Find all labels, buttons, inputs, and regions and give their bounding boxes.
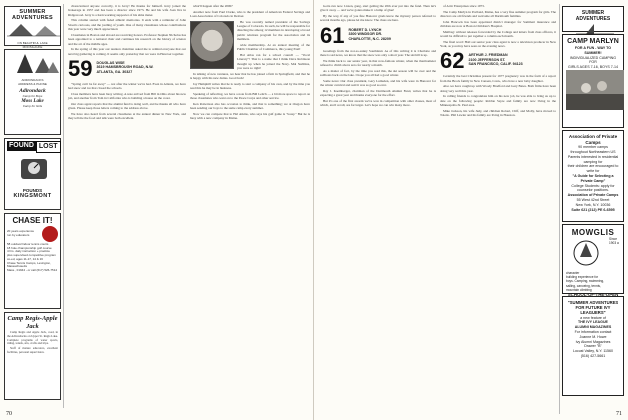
pounds-label: POUNDS [22,188,43,193]
chase-sub2: run by educators [7,233,30,237]
adirondack-address-2: ADDRESS & PHONE [18,81,47,86]
classmate-portrait-image [190,21,234,69]
alumni-line-3: ALUMNI MAGAZINES [574,325,612,330]
chase-logo-icon [42,226,58,242]
left-text-column-1 [68,4,186,410]
right-page [314,0,628,420]
class-address [96,59,153,74]
chase-sub: 20 years experience [7,229,35,234]
right-column-2-text-b: Certainly the best Christmas present for 1977 pregnancy was in the form of a report from the Brock family in New Canaan, Conn., who have a new baby daughter. Also we have caught up with Woody Bradford and Gary Bates. Both firms have been doing very well this year. In calling friends to congratulate him on his new job, he was able to bring us up to date on the following people: Robbie Sayre and family are now living in the Minneapolis-St. Paul area. Mike Jackson, his wife Judy, and children Robert, Cliff, and Molly, have moved to Toledo. Phil Lawler and his family are living in Houston. [440,74,556,118]
adirondack-camp-ad[interactable] [4,49,61,135]
scale-icon [7,153,61,183]
chase-footer: Mass., 01944 - or call (617) 526-7514 [7,267,58,272]
mowglis-title: MOWGLIS [571,228,615,237]
association-private-camps-ad[interactable] [562,130,624,222]
left-column-1-text-2: "Spring can't be far away" — not after the winter we've had. Even in Atlanta, we have had snow and ice that closed the schools. Class members have been busy writing. A note arrived from Bill in Ohio about his new job, and another from Tom in California who is building a house on the coast. Our class agent reports that the alumni fund is doing well, and he thanks all who have given. Please keep those letters coming to the address above. We have also heard from several classmates at the annual dinner in New York, and they tell me the food and talk were both excellent. [68,82,186,121]
mowglis-line-1: Since 1903 a character [566,237,619,275]
chase-line-4: plus supervised competitive program [7,253,56,258]
camp-marlyn-line-1: INDIVIDUALIZED CAMPING FOR [569,55,617,65]
right-text-column-2 [440,4,556,410]
kingsmont-ad[interactable] [4,138,61,210]
summer-adventures-line-1: ON BEAUTIFUL LAKE [17,41,48,45]
mowglis-line-5: mountain climbing [566,287,592,292]
chase-line-6: Chase Tennis Camps, Lexington, Massachusetts [7,260,51,269]
right-ad-column [559,4,626,414]
camp-marlyn-sub: FOR A FUN - WAY TO SUMMER! [574,46,612,55]
mowglis-line-2: building experience for [566,275,599,280]
mowglis-footer: SCHOOL-OF-THE-OPEN [567,292,619,298]
apc-title: Association of Private Camps [568,134,618,145]
camp-regis-title: Camp Regis-Apple Jack [7,315,58,330]
lost-label: LOST [36,141,61,153]
class-61-secretary-city: CHARLOTTE, N.C. 28209 [348,36,391,41]
class-62-secretary-street: 2100 JEFFERSON ST. [468,57,506,62]
camp-marlyn-line-2: GIRLS AGES 7-16, BOYS 7-14 [568,65,618,70]
chase-title: CHASE IT! [12,216,53,225]
chase-line-5: co-ed, ages 11-17, 14 & 16 [7,256,43,261]
left-text-column-2 [190,4,310,410]
apc-phone: (212) PE 6-6595 [588,207,615,212]
summer-adventures-right-ad[interactable] [562,6,624,32]
alumni-line-5: Joanne M. Howe [579,334,607,339]
class-number: 59 [68,56,93,82]
alumni-ad-title: "SUMMER ADVENTURES FOR FUTURE IVY LEAGUERS" [567,300,619,316]
tent-icon [7,21,61,37]
alumni-line-8: Locust Valley, N.Y. 11560 [572,349,614,354]
chase-line-3: 4 hrs. daily instruction + practice [7,249,50,254]
moss-lake-name: Moss Lake [21,99,44,105]
apc-footer-1: Association of Private Camps [567,193,619,198]
camp-regis-body: Camp Regis and Apple Jack, coed, in the Adirondacks on Upper St. Regis Lake. Complete programs of water sports, riding, tennis, arts, crafts and trips. Staff of mature educators, excellent facilities, personal supervision. [7,330,58,355]
right-page-number: 71 [616,411,622,417]
pine-tree-icon [7,52,61,74]
class-59-heading [68,56,186,82]
apc-line-4: their children are encouraged to write for [567,164,619,174]
sailboat-icon [566,23,624,35]
mowglis-ad[interactable] [562,224,624,298]
apc-line-6: College Students: apply for counselor positions. [571,183,615,193]
class-62-heading [440,48,556,74]
moss-lake-girls: Camp for Girls [22,104,43,109]
alumni-line-6: Ivy Alumni Magazines [575,339,611,344]
summer-adventures-right-title: SUMMER ADVENTURES [575,10,611,22]
class-62-address [468,51,522,66]
camp-photo-image [566,70,624,110]
class-61-number: 61 [320,22,345,48]
camp-marlyn-ad[interactable] [562,34,624,128]
left-column-1-text: characterized anyone correctly, it is Jerry! He thanks for himself. Jerry joined the brokerage in 1957 and has been a director since 1973. He and his wife Joan live in Ridgewood. Jerry is a hard-working supporter of his alma mater. This column started with faded athletic memories. It ends with a reminder of John Sloan's cartoons, and the jostling of youth. One of many classmates whose contributions this year were very much appreciated. Classmates in Boston and abroad are receiving honors. Professor Stephen Nicholas has been appointed to a national chair and continues his research on the history of science and the art of the middle ages. In the spring of this year our reunion chairman asked me to remind everyone that our next big gathering is coming. It seems only yesterday that we were in Hanover together. [68,4,186,56]
alumni-line-4: For information contact [574,330,612,334]
found-label: FOUND [9,142,34,149]
class-62-number: 62 [440,48,465,74]
left-page-number: 70 [6,411,12,417]
camp-marlyn-title: CAMP MARLYN [567,38,619,45]
right-column-2-text-a: of Artic Enterprises since 1973. The Camp Marlyn in Portland, Maine, has a very fine summer program for girls. The directors are old friends and welcome all Dartmouth families. John Hancock has been appointed district manager for Sammart insurance and children are now at Boston Children's Hospital. Mailbag: without releases forwarded by the College and letters from class officers, it would be difficult to put together a column each month. The final word: Hall our senior year class agent is now a television producer in New York, as you may have seen on the evening news. [440,4,556,48]
right-column-1-text-a: Gotta run now. Listen, gang, start getting the 20th ever put into the fund. Then let's give it away — and we're gonna make it a lump of glue! By the way, if any of you fine Hanover grads know the mystery person referred to several months ago, please let me know. The clues are here. [320,4,436,23]
ivy-alumni-magazines-ad[interactable] [562,296,624,396]
class-61-secretary-name: ROBERT D. LYNCH [348,27,382,32]
chase-tennis-ad[interactable] [4,213,61,309]
alumni-line-1: a new feature of [580,315,606,320]
class-secretary-city: ATLANTA, GA. 30327 [96,69,133,74]
class-62-secretary-name: ARTHUR J. FRIEDMAN [468,53,508,58]
apc-line-2: throughout Northeastern US [570,149,616,154]
left-ad-column [2,4,64,408]
adirondack-boys: Camp for Boys [22,94,43,99]
kingsmont-name: KINGSMONT [13,193,52,199]
class-61-heading [320,22,436,48]
apc-footer-2: 55 West 42nd Street [576,197,610,202]
summer-adventures-ad[interactable] [4,6,61,49]
mowglis-emblem-icon [566,237,606,271]
chase-line-2: 18 hole championship golf course [7,245,52,250]
apc-line-3: Parents interested in residential camping for [567,154,619,164]
summer-adventures-line-2: MOOSILAUKE [22,44,43,49]
right-column-1-text-b: Greetings from the not-so-sunny Southland. As of this writing it is Charlotte and there is sad news, we know that the snow was only a short year. The ski hill is up. We think back to our senior year, in that now-famous winter, when the thermometer refused to climb above zero for nearly a month. As a matter of fact, by the time you read this, the ski season will be over and the sailboats back on the lake. I hope you all had a good winter. Some news: Our class president, Gary Lumsden, and his wife were in Hanover for the winter carnival and said it was as good as ever. Ray J. Kaemberger, chairman of the Dartmouth Alumni Fund, writes that he is expecting a great year and thanks everyone for the effort. But it's one of the first awards we've won in competition with other classes, most of which, and I recall, are far larger. Let's hope we can win many more. [320,48,436,108]
apc-footer-4: Suite 621 [571,207,588,212]
apc-footer-3: New York, N.Y. 10036 [575,202,611,207]
left-column-2-text-b: He was recently named president of the Savings League of Colorado. In such, he will be responsible for directing the among 12 members in developing a broad public relations program for the association and its members. [237,19,310,42]
class-62-secretary-city: SAN FRANCISCO, CALIF. 94123 [468,62,523,67]
right-text-column-1 [320,4,436,410]
alumni-line-7: Drawer "B" [584,344,602,349]
alumni-line-2: THE IVY LEAGUE [578,320,608,325]
mowglis-line-3: boys. Camping, swimming, [566,279,605,284]
camp-regis-ad[interactable] [4,312,61,400]
class-61-address [348,26,390,41]
summer-adventures-title: SUMMER ADVENTURES [12,9,53,21]
adirondack-name: Adirondack [19,88,46,95]
left-column-2-text-c: wide membership. At an annual meeting of the Public Chamber of Commerce, this young Paul! Hal Atlas ran for a school council — "Vocal Literary"! That is a name that I think Dave Robinson thought up when he joined the Navy. Mal Stebbins, you were so right! In talking of new ventures, we hear that he has joined a firm in Springfield, and that he is happy with his new duties. Good luck! Jay Hemphill writes that he is ready to start a company of his own, and by the time you read this he may be in business. Speaking of reflecting, we have a note from Bill Leitch — a bit more space to report on those classmates who went on to the Peace Corps and other service. Ken Robertson also has occasion to think, and that is something; we at Oregon have been sending our boys to the same camp every summer. Now we can compare that to Hal Atkins, who says his golf game is "lousy." But he is busy with a new company in Maine. [190,42,310,121]
apc-line-5: "A Guide for Selecting a Private Camp" [572,173,614,183]
class-secretary-name: DOUGLAS WISE [96,61,125,66]
chase-line-1: 58 outdoor/indoor tennis courts [7,242,49,246]
mowglis-line-4: sailing, canoeing, tennis, [566,283,601,288]
class-secretary-street: 3619 HAMSBROUGH ROAD, N.W. [96,65,154,70]
alumni-line-9: (516) 427-5661 [580,353,606,358]
apc-line-1: 90 member camps [578,145,608,150]
left-column-2-text-a: what'll happen after the 2000? Another note from Paul Clarke, who is the president of American Federal Savings and Loan Association of Colorado in Denver. [190,4,310,18]
class-61-secretary-street: 3300 WINDSOR DR. [348,32,383,37]
adirondack-address-1: ADIRONDACKS [21,78,44,82]
